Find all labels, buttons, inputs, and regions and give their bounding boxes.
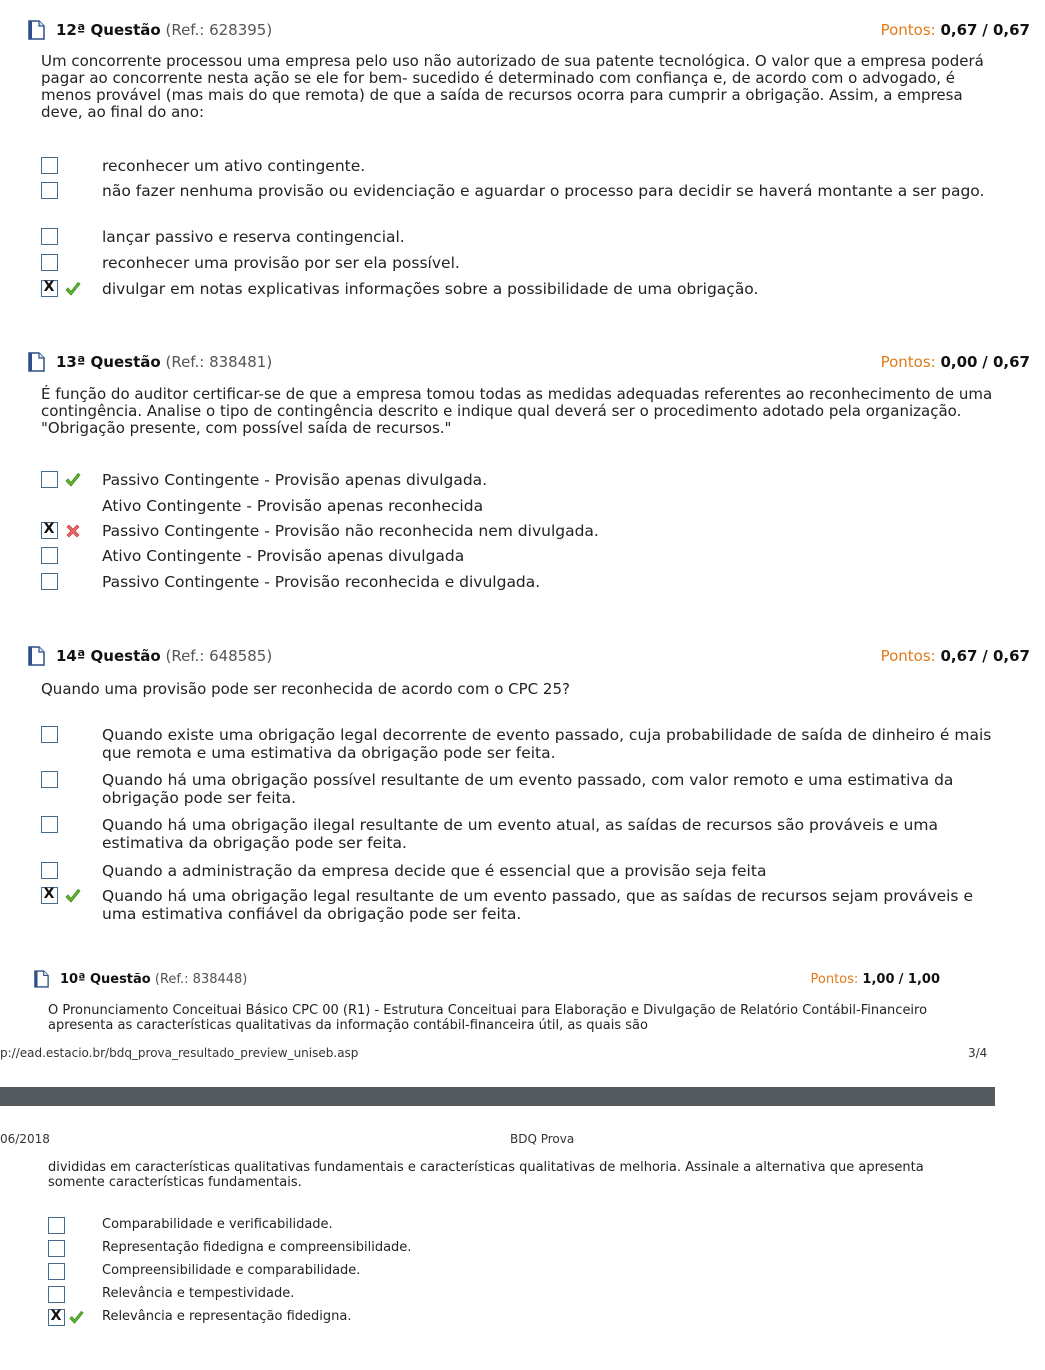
option-checkbox-checked[interactable] bbox=[41, 280, 58, 297]
option-checkbox[interactable] bbox=[41, 471, 58, 488]
points-obtained: 0,67 bbox=[940, 647, 978, 665]
document-icon bbox=[28, 352, 45, 372]
points-label: Pontos: bbox=[880, 21, 936, 39]
points-total: / 1,00 bbox=[898, 972, 940, 987]
option-text: Quando a administração da empresa decide que é essencial que a provisão seja feita bbox=[102, 862, 767, 880]
option-text: Ativo Contingente - Provisão apenas reconhecida bbox=[102, 497, 484, 515]
option-text: lançar passivo e reserva contingencial. bbox=[102, 228, 405, 246]
question-stem: Quando uma provisão pode ser reconhecida de acordo com o CPC 25? bbox=[41, 680, 570, 698]
points-label: Pontos: bbox=[880, 353, 936, 371]
document-icon bbox=[28, 20, 45, 40]
option-checkbox[interactable] bbox=[41, 547, 58, 564]
points-obtained: 0,00 bbox=[940, 353, 978, 371]
option-checkbox[interactable] bbox=[41, 254, 58, 271]
question-header bbox=[28, 352, 1038, 374]
correct-check-icon bbox=[68, 1309, 85, 1326]
correct-check-icon bbox=[64, 471, 82, 489]
wrong-cross-icon bbox=[64, 522, 82, 540]
option-text: Relevância e tempestividade. bbox=[102, 1286, 295, 1301]
option-text: reconhecer um ativo contingente. bbox=[102, 157, 366, 175]
option-text: Passivo Contingente - Provisão reconhecida e divulgada. bbox=[102, 573, 541, 591]
points bbox=[881, 352, 1030, 372]
option-text: Quando existe uma obrigação legal decorrente de evento passado, cuja probabilidade de saída de dinheiro é mais que remota e uma estimativa da obrigação pode ser feita. bbox=[102, 726, 992, 762]
option-text: Quando há uma obrigação legal resultante de um evento passado, que as saídas de recursos sejam prováveis e uma estimativa confiável da obrigação pode ser feita. bbox=[102, 887, 973, 923]
question-number: 13ª Questão bbox=[56, 353, 161, 371]
question-number: 14ª Questão bbox=[56, 647, 161, 665]
option-checkbox[interactable] bbox=[48, 1240, 65, 1257]
points-total: / 0,67 bbox=[982, 647, 1030, 665]
question-ref: (Ref.: 628395) bbox=[165, 21, 273, 39]
points-label: Pontos: bbox=[880, 647, 936, 665]
question-stem: O Pronunciamento Conceituai Básico CPC 00 (R1) - Estrutura Conceituai para Elaboração e Divulgação de Relatório Contábil-Financeiro apresenta as características qualitativas da informação contábil-financeira útil, as quais são bbox=[48, 1003, 928, 1033]
option-text: Quando há uma obrigação possível resultante de um evento passado, com valor remoto e uma estimativa da obrigação pode ser feita. bbox=[102, 771, 954, 807]
correct-check-icon bbox=[64, 280, 82, 298]
option-checkbox[interactable] bbox=[41, 726, 58, 743]
option-checkbox[interactable] bbox=[41, 573, 58, 590]
question-header bbox=[34, 970, 946, 992]
points-obtained: 0,67 bbox=[940, 21, 978, 39]
question-header bbox=[28, 20, 1038, 42]
points-total: / 0,67 bbox=[982, 21, 1030, 39]
points-obtained: 1,00 bbox=[862, 972, 895, 987]
question-stem: É função do auditor certificar-se de que a empresa tomou todas as medidas adequadas referentes ao reconhecimento de uma contingência. Analise o tipo de contingência descrito e indique qual deverá ser o procedimento adotado pela organização. "Obrigação presente, com possível saída de recursos." bbox=[41, 385, 993, 437]
option-checkbox[interactable] bbox=[48, 1217, 65, 1234]
question-ref: (Ref.: 838481) bbox=[165, 353, 273, 371]
option-checkbox[interactable] bbox=[41, 862, 58, 879]
question-ref: (Ref.: 648585) bbox=[165, 647, 273, 665]
question-stem: Um concorrente processou uma empresa pelo uso não autorizado de sua patente tecnológica. O valor que a empresa poderá pagar ao concorrente nesta ação se ele for bem- sucedido é determinado com confiança e, de acordo com o advogado, é menos provável (mas mais do que remota) de que a saída de recursos ocorra para cumprir a obrigação. Assim, a empresa deve, ao final do ano: bbox=[41, 52, 984, 121]
option-text: Relevância e representação fidedigna. bbox=[102, 1309, 352, 1324]
option-text: Ativo Contingente - Provisão apenas divulgada bbox=[102, 547, 465, 565]
question-number: 10ª Questão bbox=[60, 972, 151, 987]
option-text: Comparabilidade e verificabilidade. bbox=[102, 1217, 333, 1232]
document-icon bbox=[34, 970, 49, 988]
option-text: Representação fidedigna e compreensibilidade. bbox=[102, 1240, 412, 1255]
points-total: / 0,67 bbox=[982, 353, 1030, 371]
option-checkbox[interactable] bbox=[41, 816, 58, 833]
footer-url: p://ead.estacio.br/bdq_prova_resultado_preview_uniseb.asp bbox=[0, 1046, 359, 1060]
footer-page-number: 3/4 bbox=[968, 1046, 988, 1060]
points-label: Pontos: bbox=[810, 972, 859, 987]
option-text: reconhecer uma provisão por ser ela possível. bbox=[102, 254, 460, 272]
option-text: Passivo Contingente - Provisão não reconhecida nem divulgada. bbox=[102, 522, 599, 540]
question-ref: (Ref.: 838448) bbox=[154, 972, 248, 987]
page-header-title: BDQ Prova bbox=[510, 1132, 575, 1146]
option-text: Passivo Contingente - Provisão apenas divulgada. bbox=[102, 471, 488, 489]
option-text: Quando há uma obrigação ilegal resultante de um evento atual, as saídas de recursos são prováveis e uma estimativa da obrigação pode ser feita. bbox=[102, 816, 938, 852]
points bbox=[881, 646, 1030, 666]
points bbox=[881, 20, 1030, 40]
question-header bbox=[28, 646, 1038, 668]
option-checkbox[interactable] bbox=[41, 771, 58, 788]
option-text: Compreensibilidade e comparabilidade. bbox=[102, 1263, 361, 1278]
question-stem-continued: divididas em características qualitativas fundamentais e características qualitativas de melhoria. Assinale a alternativa que apresenta somente características fundamentais. bbox=[48, 1160, 924, 1190]
page-header-date: 06/2018 bbox=[0, 1132, 50, 1146]
points bbox=[811, 970, 941, 990]
option-checkbox-checked[interactable] bbox=[41, 887, 58, 904]
option-checkbox-checked[interactable] bbox=[48, 1309, 65, 1326]
question-number: 12ª Questão bbox=[56, 21, 161, 39]
option-checkbox-checked[interactable] bbox=[41, 522, 58, 539]
option-checkbox[interactable] bbox=[41, 157, 58, 174]
option-checkbox[interactable] bbox=[48, 1286, 65, 1303]
option-checkbox[interactable] bbox=[41, 182, 58, 199]
page-separator bbox=[0, 1087, 995, 1106]
correct-check-icon bbox=[64, 887, 82, 905]
option-text: não fazer nenhuma provisão ou evidenciação e aguardar o processo para decidir se haverá montante a ser pago. bbox=[102, 182, 985, 200]
option-text: divulgar em notas explicativas informações sobre a possibilidade de uma obrigação. bbox=[102, 280, 759, 298]
document-icon bbox=[28, 646, 45, 666]
option-checkbox[interactable] bbox=[48, 1263, 65, 1280]
option-checkbox[interactable] bbox=[41, 228, 58, 245]
